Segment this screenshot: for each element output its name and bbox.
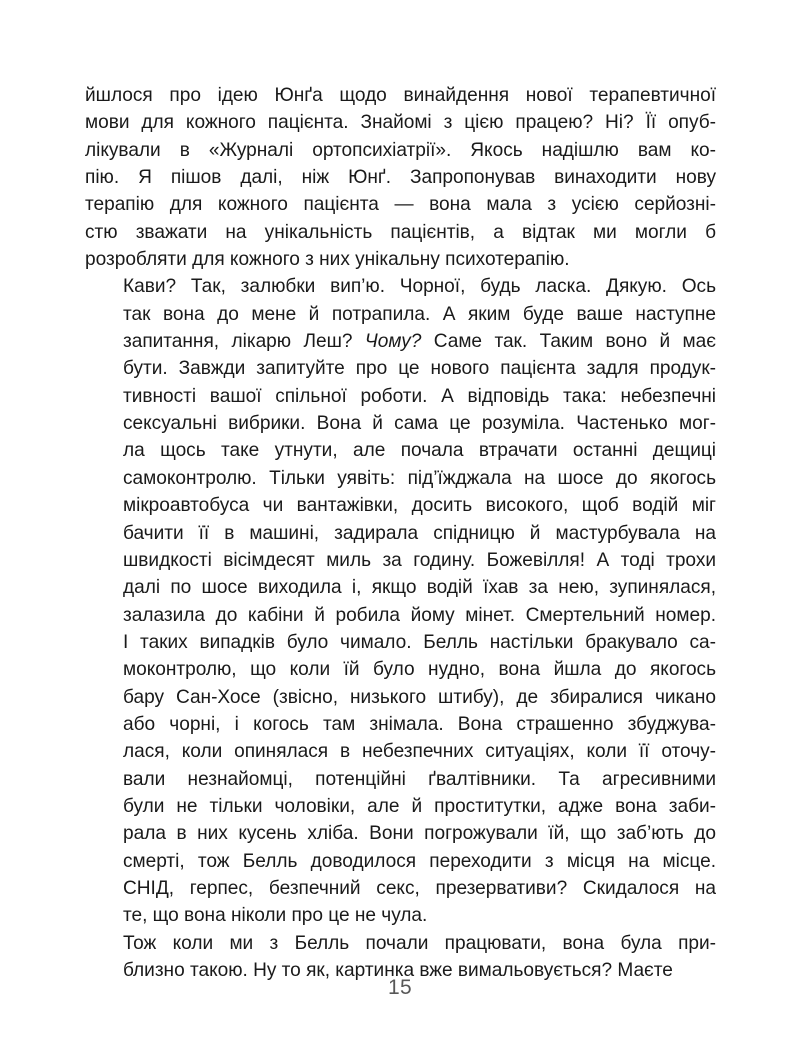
text-line: мікроавтобуса чи вантажівки, досить високого, щоб водій міг	[123, 495, 716, 517]
text-line: мови для кожного пацієнта. Знайомі з цією працею? Ні? Її опуб-	[85, 112, 716, 134]
text-line: моконтролю, що коли їй було нудно, вона йшла до якогось	[123, 659, 716, 681]
text-line: лася, коли опинялася в небезпечних ситуаціях, коли її оточу-	[123, 741, 716, 763]
text-line: пію. Я пішов далі, ніж Юнґ. Запропонував винаходити нову	[85, 167, 716, 189]
text-line: І таких випадків було чимало. Белль настільки бракувало са-	[123, 631, 716, 653]
italic-phrase: Чому?	[364, 331, 422, 353]
text-line: бачити її в машині, задирала спідницю й мастурбувала на	[123, 522, 716, 544]
text-line: лікували в «Журналі ортопсихіатрії». Якось надішлю вам ко-	[85, 139, 716, 161]
text-line: так вона до мене й потрапила. А яким буде ваше наступне	[123, 303, 716, 325]
text-line: самоконтролю. Тільки уявіть: під’їжджала на шосе до якогось	[123, 467, 716, 489]
paragraph	[85, 82, 716, 273]
text-line: йшлося про ідею Юнґа щодо винайдення нової терапевтичної	[85, 85, 716, 106]
text-line: розробляти для кожного з них унікальну психотерапію.	[85, 249, 570, 271]
text-line: терапію для кожного пацієнта — вона мала з усією серйозні-	[85, 194, 716, 216]
text-line: далі по шосе виходила і, якщо водій їхав за нею, зупинялася,	[123, 577, 716, 599]
text-line: вали незнайомці, потенційні ґвалтівники. Та агресивними	[123, 768, 716, 790]
text-line: запитання, лікарю Леш? Чому? Саме так. Таким воно й має	[123, 331, 716, 353]
text-line: були не тільки чоловіки, але й проститутки, адже вона заби-	[123, 795, 716, 817]
text-line: тивності вашої спільної роботи. А відповідь така: небезпечні	[123, 385, 716, 407]
page-text-block	[85, 82, 716, 984]
text-line: Кави? Так, залюбки вип’ю. Чорної, будь ласка. Дякую. Ось	[123, 276, 716, 298]
text-line: стю зважати на унікальність пацієнтів, а відтак ми могли б	[85, 221, 716, 243]
text-line: СНІД, герпес, безпечний секс, презервативи? Скидалося на	[123, 877, 716, 899]
text-line: Тож коли ми з Белль почали працювати, вона була при-	[123, 932, 716, 954]
text-line: ла щось таке утнути, але почала втрачати останні дещиці	[123, 440, 716, 462]
text-line: бути. Завжди запитуйте про це нового пацієнта задля продук-	[123, 358, 716, 380]
text-line: рала в них кусень хліба. Вони погрожували їй, що заб’ють до	[123, 823, 716, 845]
text-line: близно такою. Ну то як, картинка вже вимальовується? Маєте	[123, 960, 673, 981]
text-line: те, що вона ніколи про це не чула.	[123, 905, 428, 927]
text-line: або чорні, і когось там знімала. Вона страшенно збуджува-	[123, 713, 716, 735]
text-line: швидкості вісімдесят миль за годину. Божевілля! А тоді трохи	[123, 549, 716, 571]
paragraph	[85, 273, 716, 929]
text-line: сексуальні вибрики. Вона й сама це розуміла. Частенько мог-	[123, 413, 716, 435]
text-line: залазила до кабіни й робила йому мінет. Смертельний номер.	[123, 604, 716, 626]
text-line: бару Сан-Хосе (звісно, низького штибу), де збиралися чикано	[123, 686, 716, 708]
text-line: смерті, тож Белль доводилося переходити з місця на місце.	[123, 850, 716, 872]
page-number: 15	[388, 976, 412, 999]
